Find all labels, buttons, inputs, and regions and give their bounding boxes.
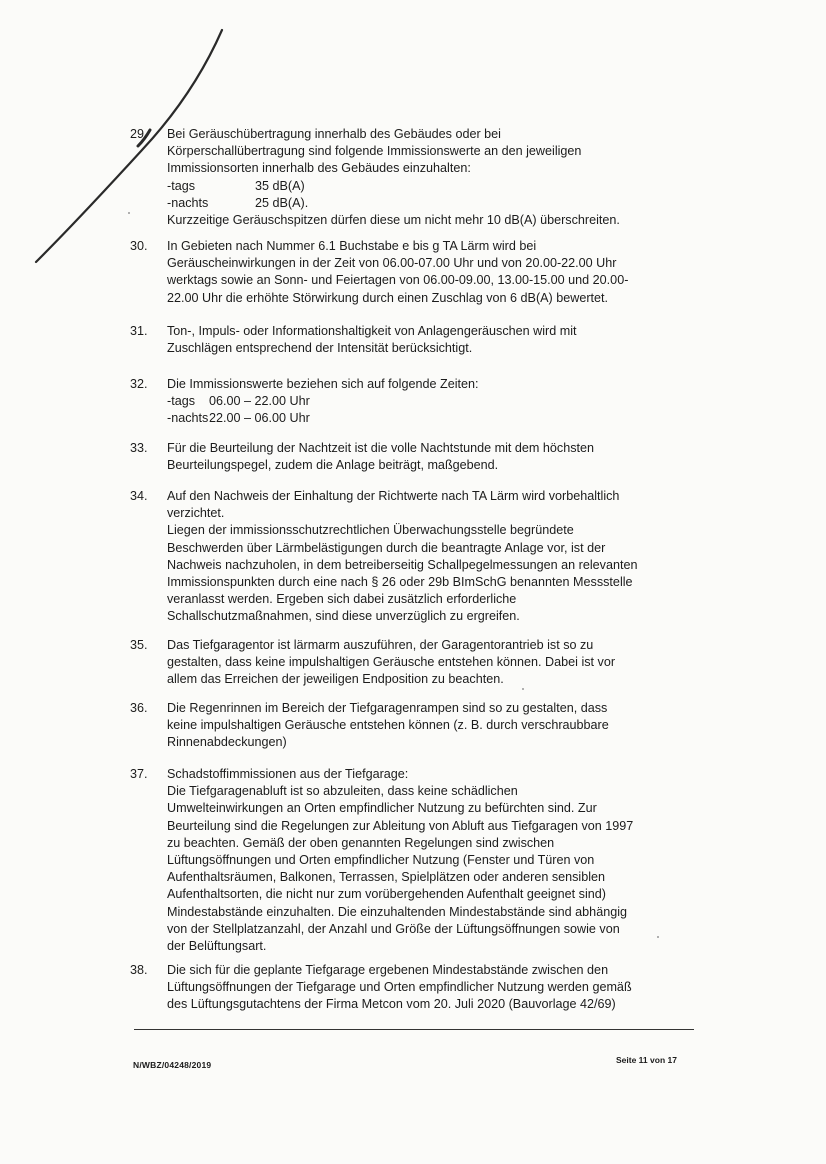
time-value: 06.00 – 22.00 Uhr bbox=[209, 394, 310, 409]
clause-line: Aufenthaltsorten, die nicht nur zum vorübergehenden Aufenthalt geeignet sind) bbox=[167, 887, 606, 902]
clause-line: Die Immissionswerte beziehen sich auf folgende Zeiten: bbox=[167, 377, 479, 391]
clause-line: Auf den Nachweis der Einhaltung der Richtwerte nach TA Lärm wird vorbehaltlich bbox=[167, 489, 620, 503]
clause-line: Rinnenabdeckungen) bbox=[167, 735, 287, 750]
clause-line: Immissionspunkten durch eine nach § 26 oder 29b BImSchG benannten Messstelle bbox=[167, 575, 633, 590]
clause-35 bbox=[130, 637, 670, 689]
clause-line: Bei Geräuschübertragung innerhalb des Gebäudes oder bei bbox=[167, 127, 501, 141]
clause-37 bbox=[130, 766, 670, 955]
clause-line: Kurzzeitige Geräuschspitzen dürfen diese um nicht mehr 10 dB(A) überschreiten. bbox=[167, 213, 620, 228]
limit-row-night bbox=[167, 195, 670, 212]
clause-line: gestalten, dass keine impulshaltigen Geräusche entstehen können. Dabei ist vor bbox=[167, 655, 616, 670]
clause-number: 32. bbox=[130, 377, 148, 391]
clause-line: Zuschlägen entsprechend der Intensität berücksichtigt. bbox=[167, 341, 473, 356]
clause-line: Ton-, Impuls- oder Informationshaltigkeit von Anlagengeräuschen wird mit bbox=[167, 324, 577, 338]
clause-38 bbox=[130, 962, 670, 1014]
clause-32 bbox=[130, 376, 670, 428]
clause-29 bbox=[130, 126, 670, 229]
clause-line: Beurteilung sind die Regelungen zur Ableitung von Abluft aus Tiefgaragen von 1997 bbox=[167, 818, 634, 833]
clause-line: Umwelteinwirkungen an Orten empfindlicher Nutzung zu befürchten sind. Zur bbox=[167, 801, 597, 816]
clause-number: 36. bbox=[130, 701, 148, 715]
clause-line: Mindestabstände einzuhalten. Die einzuhaltenden Mindestabstände sind abhängig bbox=[167, 904, 628, 919]
clause-number: 34. bbox=[130, 489, 148, 503]
clause-30 bbox=[130, 238, 670, 307]
scan-speck bbox=[657, 936, 659, 938]
limit-label: -nachts bbox=[167, 195, 209, 210]
clause-number: 30. bbox=[130, 239, 148, 253]
time-row-night bbox=[167, 410, 670, 427]
clause-line: veranlasst werden. Ergeben sich dabei zusätzlich erforderliche bbox=[167, 592, 517, 607]
clause-line: des Lüftungsgutachtens der Firma Metcon vom 20. Juli 2020 (Bauvorlage 42/69) bbox=[167, 997, 616, 1012]
clause-line: Beurteilungspegel, zudem die Anlage beiträgt, maßgebend. bbox=[167, 458, 499, 473]
time-row-day bbox=[167, 393, 670, 410]
clause-line: Die Regenrinnen im Bereich der Tiefgaragenrampen sind so zu gestalten, dass bbox=[167, 701, 608, 715]
clause-number: 37. bbox=[130, 767, 148, 781]
clause-line: verzichtet. bbox=[167, 506, 225, 521]
clause-line: Schadstoffimmissionen aus der Tiefgarage: bbox=[167, 767, 409, 781]
clause-line: Lüftungsöffnungen der Tiefgarage und Orten empfindlicher Nutzung werden gemäß bbox=[167, 980, 632, 995]
limit-value: 35 dB(A) bbox=[255, 178, 305, 193]
limit-label: -tags bbox=[167, 178, 195, 193]
clause-line: Das Tiefgaragentor ist lärmarm auszuführen, der Garagentorantrieb ist so zu bbox=[167, 638, 594, 652]
clause-line: allem das Erreichen der jeweiligen Endposition zu beachten. bbox=[167, 672, 504, 687]
clause-34 bbox=[130, 488, 670, 626]
clause-line: Liegen der immissionsschutzrechtlichen Überwachungsstelle begründete bbox=[167, 523, 574, 538]
clause-line: Beschwerden über Lärmbelästigungen durch die beantragte Anlage vor, ist der bbox=[167, 540, 606, 555]
clause-number: 31. bbox=[130, 324, 148, 338]
clause-line: Schallschutzmaßnahmen, sind diese unverzüglich zu ergreifen. bbox=[167, 609, 520, 624]
clause-line: Die Tiefgaragenabluft ist so abzuleiten, dass keine schädlichen bbox=[167, 784, 518, 799]
clause-number: 33. bbox=[130, 441, 148, 455]
time-label: -nachts bbox=[167, 411, 209, 426]
scan-speck bbox=[522, 688, 524, 690]
clause-36 bbox=[130, 700, 670, 752]
clause-line: Geräuscheinwirkungen in der Zeit von 06.00-07.00 Uhr und von 20.00-22.00 Uhr bbox=[167, 256, 617, 271]
page-number: Seite 11 von 17 bbox=[616, 1055, 677, 1065]
clause-line: werktags sowie an Sonn- und Feiertagen von 06.00-09.00, 13.00-15.00 und 20.00- bbox=[167, 273, 629, 288]
clause-line: Nachweis nachzuholen, in dem betreiberseitig Schallpegelmessungen an relevanten bbox=[167, 557, 638, 572]
clause-line: zu beachten. Gemäß der oben genannten Regelungen sind zwischen bbox=[167, 835, 555, 850]
clause-number: 29. bbox=[130, 127, 148, 141]
clause-line: Lüftungsöffnungen und Orten empfindlicher Nutzung (Fenster und Türen von bbox=[167, 853, 595, 868]
clause-line: In Gebieten nach Nummer 6.1 Buchstabe e bis g TA Lärm wird bei bbox=[167, 239, 537, 253]
clause-line: Immissionsorten innerhalb des Gebäudes einzuhalten: bbox=[167, 161, 471, 176]
limit-value: 25 dB(A). bbox=[255, 195, 309, 210]
limit-row-day bbox=[167, 178, 670, 195]
document-reference: N/WBZ/04248/2019 bbox=[133, 1060, 212, 1070]
clause-line: 22.00 Uhr die erhöhte Störwirkung durch einen Zuschlag von 6 dB(A) bewertet. bbox=[167, 290, 609, 305]
clause-number: 38. bbox=[130, 963, 148, 977]
clause-line: Aufenthaltsräumen, Balkonen, Terrassen, Spielplätzen oder anderen sensiblen bbox=[167, 870, 606, 885]
clause-line: Für die Beurteilung der Nachtzeit ist die volle Nachtstunde mit dem höchsten bbox=[167, 441, 595, 455]
clause-line: von der Stellplatzanzahl, der Anzahl und Größe der Lüftungsöffnungen sowie von bbox=[167, 921, 620, 936]
footer-divider bbox=[134, 1029, 694, 1030]
clause-line: der Belüftungsart. bbox=[167, 939, 267, 954]
clause-number: 35. bbox=[130, 638, 148, 652]
clause-line: keine impulshaltigen Geräusche entstehen können (z. B. durch verschraubbare bbox=[167, 718, 609, 733]
clause-line: Körperschallübertragung sind folgende Immissionswerte an den jeweiligen bbox=[167, 144, 582, 159]
clause-33 bbox=[130, 440, 670, 474]
clause-line: Die sich für die geplante Tiefgarage ergebenen Mindestabstände zwischen den bbox=[167, 963, 609, 977]
time-label: -tags bbox=[167, 394, 195, 409]
clause-31 bbox=[130, 323, 670, 357]
scan-speck bbox=[128, 212, 130, 214]
time-value: 22.00 – 06.00 Uhr bbox=[209, 411, 310, 426]
